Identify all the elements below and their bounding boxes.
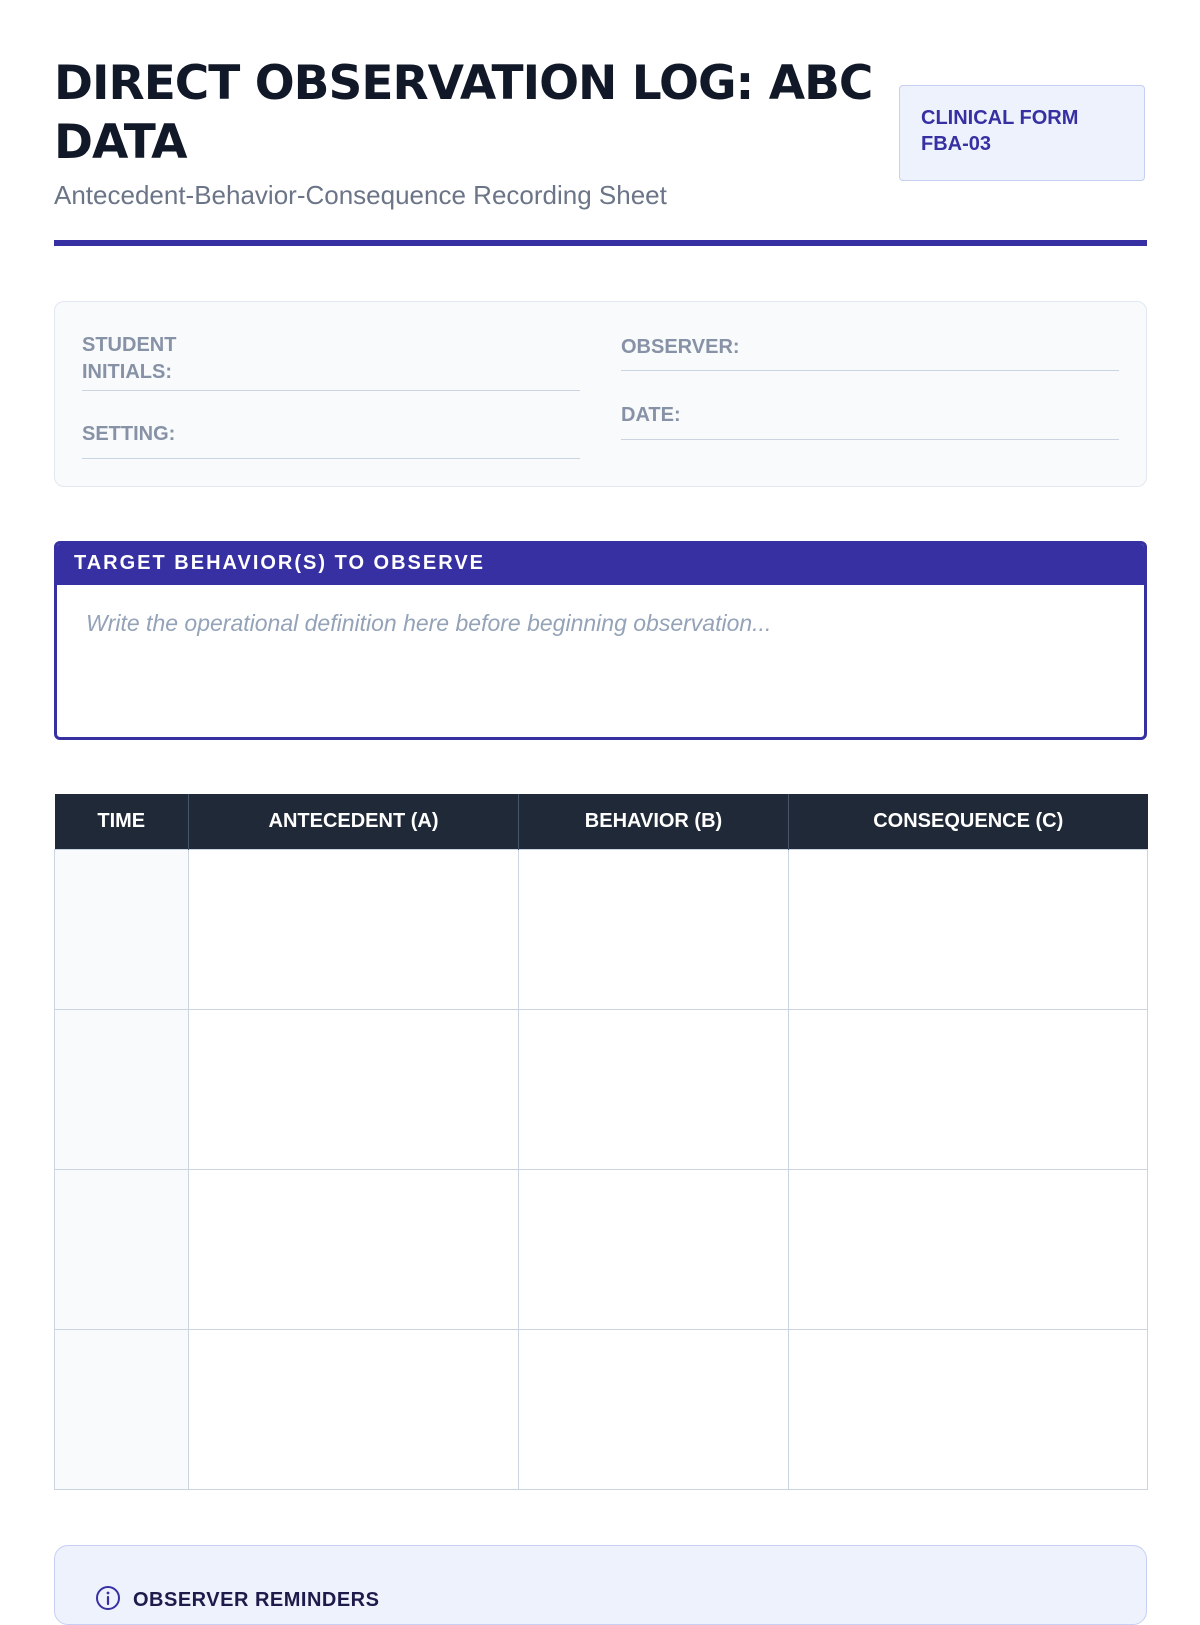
behavior-cell[interactable] [519, 1170, 789, 1330]
header-divider [54, 240, 1147, 246]
behavior-cell[interactable] [519, 850, 789, 1010]
observer-field[interactable] [621, 328, 1119, 371]
column-header-antecedent: ANTECEDENT (A) [189, 794, 519, 850]
target-behavior-box [54, 541, 1147, 740]
consequence-cell[interactable] [789, 850, 1148, 1010]
info-icon [95, 1585, 121, 1616]
column-header-time: TIME [55, 794, 189, 850]
table-header-row [55, 794, 1148, 850]
table-row [55, 1010, 1148, 1170]
column-header-behavior: BEHAVIOR (B) [519, 794, 789, 850]
date-label: DATE: [621, 404, 681, 426]
consequence-cell[interactable] [789, 1170, 1148, 1330]
observation-form [54, 0, 1147, 1611]
behavior-cell[interactable] [519, 1330, 789, 1490]
page-title: DIRECT OBSERVATION LOG: ABC DATA [54, 56, 873, 170]
antecedent-cell[interactable] [189, 1330, 519, 1490]
abc-data-table [54, 794, 1148, 1490]
page-subtitle: Antecedent-Behavior-Consequence Recording Sheet [54, 180, 667, 210]
behavior-cell[interactable] [519, 1010, 789, 1170]
date-field[interactable] [621, 392, 1119, 440]
student-info-panel [54, 301, 1147, 487]
setting-label: SETTING: [82, 423, 176, 445]
consequence-cell[interactable] [789, 1010, 1148, 1170]
target-behavior-input[interactable]: Write the operational definition here before beginning observation... [86, 610, 772, 636]
column-header-consequence: CONSEQUENCE (C) [789, 794, 1148, 850]
antecedent-cell[interactable] [189, 1010, 519, 1170]
consequence-cell[interactable] [789, 1330, 1148, 1490]
time-cell[interactable] [55, 1330, 189, 1490]
observer-label: OBSERVER: [621, 336, 740, 358]
target-behavior-heading: TARGET BEHAVIOR(S) TO OBSERVE [57, 544, 1144, 585]
table-row [55, 1330, 1148, 1490]
antecedent-cell[interactable] [189, 850, 519, 1010]
time-cell[interactable] [55, 850, 189, 1010]
student-initials-label: STUDENT INITIALS: [82, 334, 177, 383]
form-header [54, 0, 1147, 248]
observer-reminders-panel [54, 1545, 1147, 1625]
time-cell[interactable] [55, 1010, 189, 1170]
table-row [55, 1170, 1148, 1330]
form-id-badge: CLINICAL FORM FBA-03 [899, 85, 1145, 181]
reminders-title: OBSERVER REMINDERS [133, 1589, 380, 1611]
time-cell[interactable] [55, 1170, 189, 1330]
antecedent-cell[interactable] [189, 1170, 519, 1330]
student-initials-field[interactable] [82, 328, 580, 391]
setting-field[interactable] [82, 412, 580, 459]
table-row [55, 850, 1148, 1010]
reminders-heading [95, 1585, 379, 1616]
